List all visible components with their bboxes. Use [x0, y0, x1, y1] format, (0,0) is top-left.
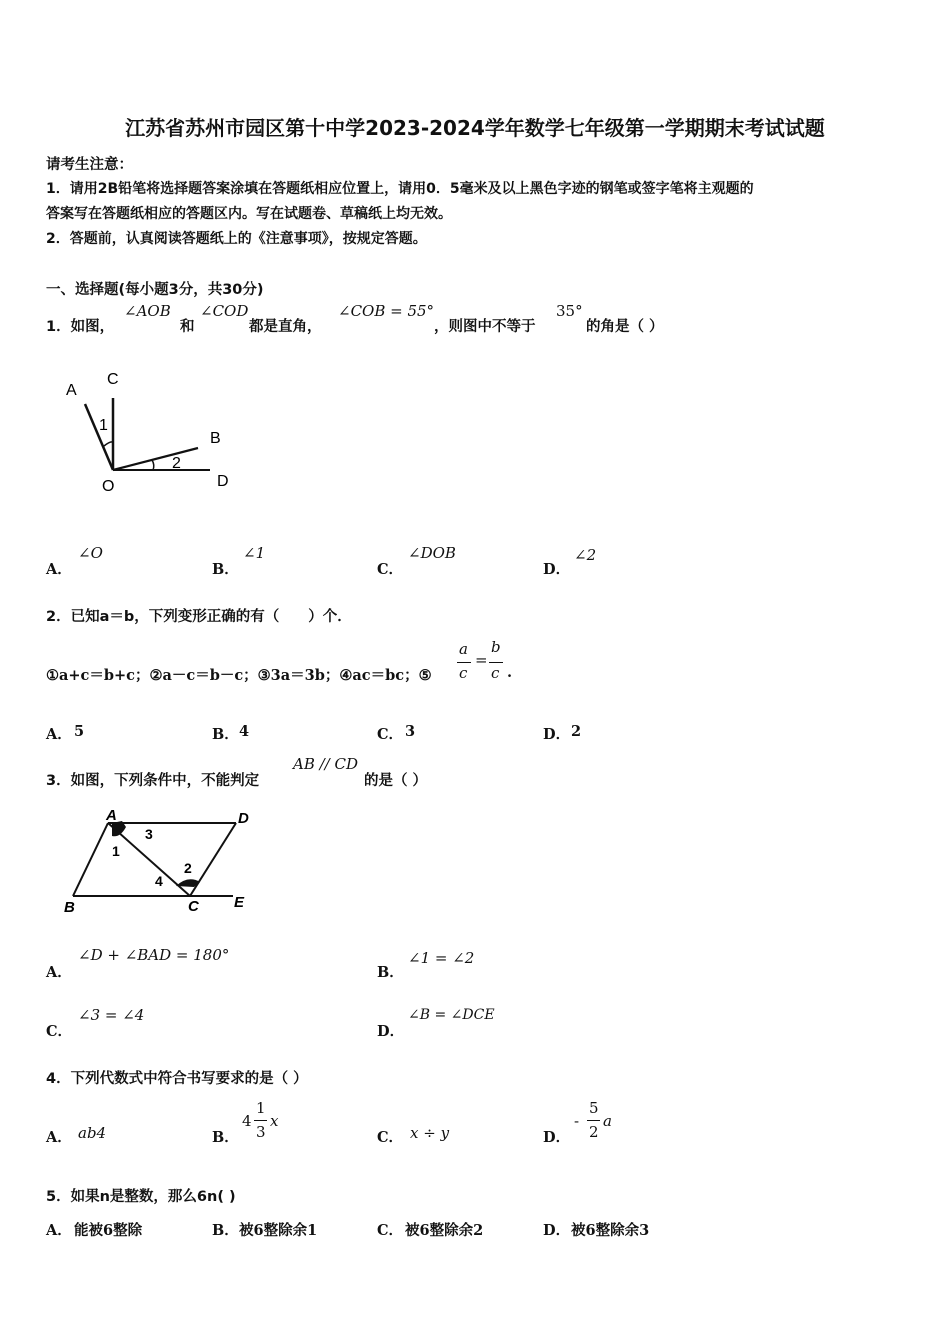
- q4-option-c[interactable]: x ÷ y: [410, 1124, 450, 1142]
- q1-35deg: 35°: [556, 302, 583, 320]
- q1-angle-aob: ∠AOB: [124, 302, 171, 320]
- q3-label-e: E: [234, 894, 245, 911]
- q1-text-right: 都是直角，: [249, 319, 322, 335]
- q3-label-d: D: [238, 810, 249, 827]
- q4-option-d-den[interactable]: 2: [589, 1123, 599, 1141]
- q5-option-b-label: B．: [212, 1222, 239, 1239]
- q1-option-b-label: B．: [212, 561, 239, 578]
- notice-line-1: 1．请用2B铅笔将选择题答案涂填在答题纸相应位置上，请用0．5毫米及以上黑色字迹的钢笔或签字笔将主观题的: [46, 181, 754, 197]
- q2-option-a[interactable]: 5: [74, 723, 85, 740]
- q1-label-2: 2: [172, 455, 181, 472]
- q3-label-a: A: [106, 807, 117, 824]
- q2-option-b-label: B．: [212, 726, 239, 743]
- q2-option-a-label: A．: [46, 726, 72, 743]
- q1-label-d: D: [217, 473, 229, 490]
- q1-text-not-equal: ，则图中不等于: [434, 319, 536, 335]
- q4-option-d-num[interactable]: 5: [589, 1099, 599, 1117]
- q5-option-b[interactable]: 被6整除余1: [239, 1222, 318, 1239]
- q4-option-d-var[interactable]: a: [603, 1112, 612, 1130]
- q4-option-b-var[interactable]: x: [270, 1112, 279, 1130]
- q1-option-a-label: A．: [46, 561, 72, 578]
- q5-stem: 5．如果n是整数，那么6n( ): [46, 1189, 236, 1205]
- q2-stem: 2．已知a＝b，下列变形正确的有（ ）个．: [46, 609, 352, 625]
- q4-option-a[interactable]: ab4: [78, 1124, 107, 1142]
- q3-stem-end: 的是（ ）: [364, 773, 428, 789]
- q2-option-d[interactable]: 2: [571, 723, 582, 740]
- notice-heading: 请考生注意：: [46, 157, 133, 173]
- q3-option-b[interactable]: ∠1 = ∠2: [408, 949, 475, 967]
- q4-option-d-label: D．: [543, 1129, 571, 1146]
- q5-option-d[interactable]: 被6整除余3: [571, 1222, 650, 1239]
- q3-option-d[interactable]: ∠B = ∠DCE: [408, 1007, 495, 1023]
- q1-label-c: C: [107, 371, 119, 388]
- q2-frac-c1: c: [459, 664, 468, 682]
- q1-option-b[interactable]: ∠1: [243, 544, 266, 562]
- section-heading: 一、选择题(每小题3分，共30分): [46, 282, 264, 298]
- q4-option-a-label: A．: [46, 1129, 72, 1146]
- q2-option-c-label: C．: [377, 726, 404, 743]
- q3-option-b-label: B．: [377, 964, 404, 981]
- q2-frac-bar-1: [457, 662, 471, 663]
- q1-label-o: O: [102, 478, 115, 495]
- q2-option-b[interactable]: 4: [239, 723, 250, 740]
- q1-angle-cob: ∠COB = 55°: [338, 302, 435, 320]
- q4-option-d-bar: [587, 1120, 600, 1121]
- q2-items: ①a+c＝b+c；②a－c＝b－c；③3a＝3b；④ac＝bc；⑤: [46, 667, 432, 684]
- q4-stem: 4．下列代数式中符合书写要求的是（ ）: [46, 1071, 308, 1087]
- q3-option-c-label: C．: [46, 1023, 73, 1040]
- q3-figure: [58, 805, 258, 917]
- q1-option-d-label: D．: [543, 561, 571, 578]
- q1-option-c-label: C．: [377, 561, 404, 578]
- q3-ab-parallel-cd: AB // CD: [293, 755, 359, 773]
- q3-option-c[interactable]: ∠3 = ∠4: [78, 1006, 145, 1024]
- q3-label-1: 1: [112, 843, 120, 859]
- q5-option-a-label: A．: [46, 1222, 72, 1239]
- q2-frac-bar-2: [489, 662, 503, 663]
- q2-frac-b: b: [491, 638, 501, 656]
- q5-option-c-label: C．: [377, 1222, 404, 1239]
- q5-option-c[interactable]: 被6整除余2: [405, 1222, 484, 1239]
- q3-label-b: B: [64, 899, 75, 916]
- q3-label-4: 4: [155, 873, 163, 889]
- q4-option-c-label: C．: [377, 1129, 404, 1146]
- q2-end-dot: .: [507, 664, 513, 681]
- q4-option-b-whole[interactable]: 4: [242, 1112, 252, 1130]
- q5-option-a[interactable]: 能被6整除: [74, 1222, 143, 1239]
- q3-option-a-label: A．: [46, 964, 72, 981]
- q1-text-and: 和: [180, 319, 195, 335]
- q1-angle-cod: ∠COD: [200, 302, 249, 320]
- q1-label-a: A: [66, 382, 77, 399]
- notice-line-1b: 答案写在答题纸相应的答题区内。写在试题卷、草稿纸上均无效。: [46, 206, 452, 222]
- q3-stem: 3．如图，下列条件中，不能判定: [46, 773, 260, 789]
- q1-num: 1．如图，: [46, 319, 115, 335]
- q4-option-b-bar: [254, 1120, 267, 1121]
- q3-label-2: 2: [184, 860, 192, 876]
- q4-option-d-sign[interactable]: -: [574, 1112, 580, 1130]
- q1-text-end: 的角是（ ）: [586, 319, 664, 335]
- q1-figure: [55, 362, 245, 497]
- q4-option-b-num[interactable]: 1: [256, 1099, 266, 1117]
- q1-option-d[interactable]: ∠2: [574, 546, 597, 564]
- q2-frac-a: a: [459, 640, 468, 658]
- q4-option-b-den[interactable]: 3: [256, 1123, 266, 1141]
- page-title: 江苏省苏州市园区第十中学2023-2024学年数学七年级第一学期期末考试试题: [125, 116, 825, 140]
- q1-option-a[interactable]: ∠O: [78, 544, 103, 562]
- q2-option-d-label: D．: [543, 726, 571, 743]
- notice-line-2: 2．答题前，认真阅读答题纸上的《注意事项》，按规定答题。: [46, 231, 427, 247]
- q3-option-d-label: D．: [377, 1023, 405, 1040]
- q5-option-d-label: D．: [543, 1222, 571, 1239]
- q3-label-c: C: [188, 898, 199, 915]
- q4-option-b-label: B．: [212, 1129, 239, 1146]
- q1-label-1: 1: [99, 417, 108, 434]
- q2-option-c[interactable]: 3: [405, 723, 416, 740]
- q1-label-b: B: [210, 430, 221, 447]
- q2-frac-c2: c: [491, 664, 500, 682]
- q3-label-3: 3: [145, 826, 153, 842]
- q1-option-c[interactable]: ∠DOB: [408, 544, 456, 562]
- q2-frac-eq: =: [475, 651, 488, 669]
- q3-option-a[interactable]: ∠D + ∠BAD = 180°: [78, 946, 230, 964]
